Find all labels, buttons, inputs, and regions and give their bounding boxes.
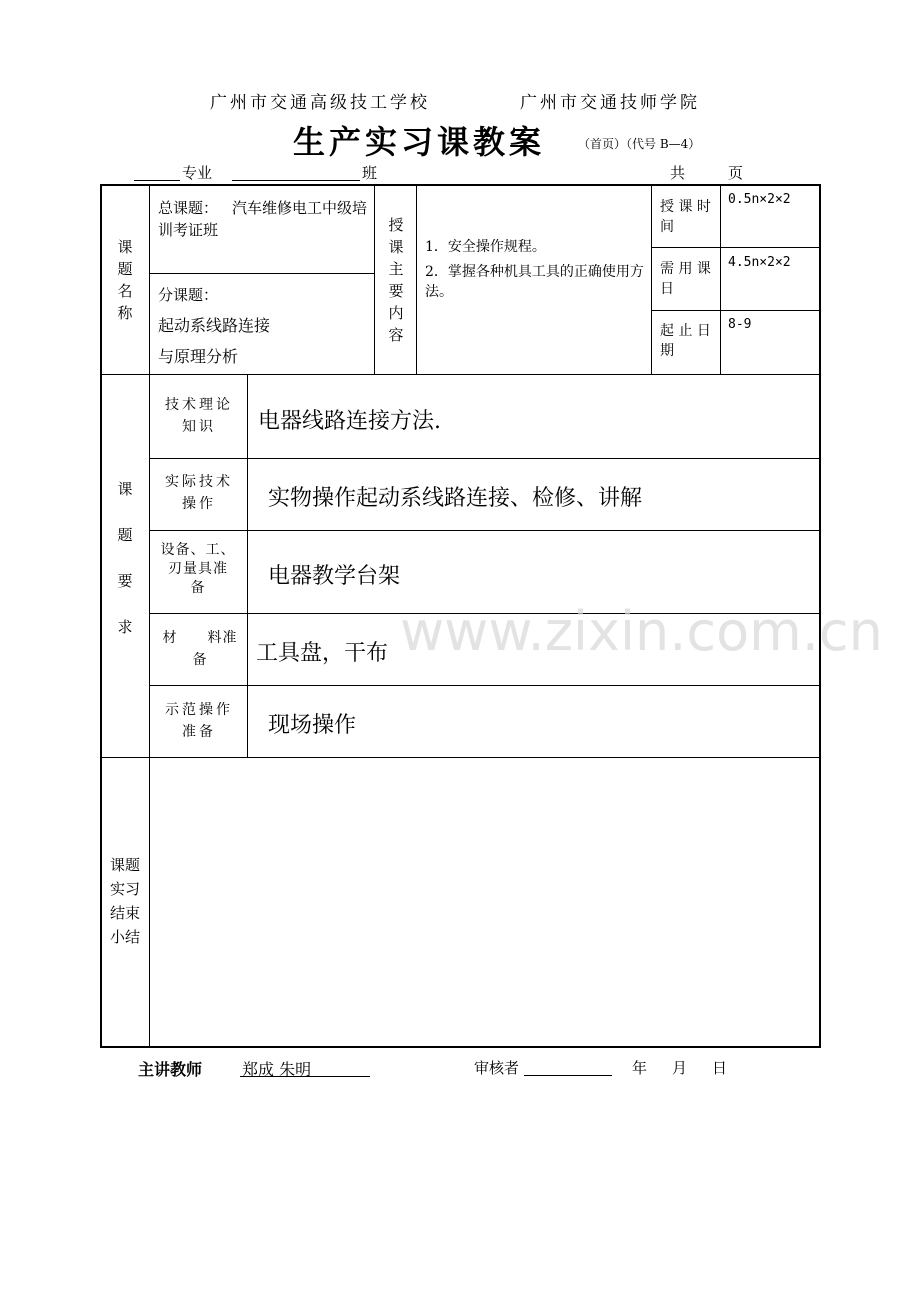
sub-topic-line1: 起动系线路连接 xyxy=(158,316,271,335)
req-value-theory: 电器线路连接方法. xyxy=(258,409,441,434)
req-label-practice: 实际技术操作 xyxy=(165,474,233,512)
main-topic xyxy=(158,197,368,241)
reviewer-label: 审核者 xyxy=(474,1059,520,1077)
day-label: 日 xyxy=(712,1059,728,1077)
row-divider xyxy=(100,757,819,758)
teacher-underline xyxy=(240,1076,370,1077)
col-divider xyxy=(149,186,150,1046)
req-label-materials: 材 料准 备 xyxy=(162,630,268,668)
page-label: 页 xyxy=(728,164,744,182)
total-label: 共 xyxy=(670,164,686,182)
col-divider xyxy=(374,186,375,374)
col-divider xyxy=(247,374,248,757)
req-value-materials: 工具盘，干布 xyxy=(256,641,389,666)
req-divider xyxy=(150,458,819,459)
period-value: 8-9 xyxy=(728,317,752,332)
teacher-label: 主讲教师 xyxy=(138,1060,203,1079)
req-label-theory: 技术理论知识 xyxy=(165,397,233,435)
teacher-name: 郑成 朱明 xyxy=(242,1060,312,1079)
period-label: 起 止 日 期 xyxy=(660,323,711,359)
subtopic-divider xyxy=(150,273,374,274)
req-divider xyxy=(150,530,819,531)
month-label: 月 xyxy=(672,1059,688,1077)
sub-topic-line2: 与原理分析 xyxy=(158,347,239,366)
hours-divider xyxy=(651,247,819,248)
main-topic-value: 汽车维修电工中级培训考证班 xyxy=(158,199,368,239)
hours-value: 0.5n×2×2 xyxy=(728,192,791,207)
content-item-1: 1．安全操作规程。 xyxy=(425,239,546,255)
days-value: 4.5n×2×2 xyxy=(728,255,791,270)
school-name-2: 广州市交通技师学院 xyxy=(520,93,700,113)
page-title: 生产实习课教案 xyxy=(293,123,546,161)
major-blank xyxy=(134,180,180,181)
req-value-practice: 实物操作起动系线路连接、检修、讲解 xyxy=(268,486,643,511)
req-divider xyxy=(150,685,819,686)
major-label: 专业 xyxy=(182,164,213,182)
days-label: 需 用 课 日 xyxy=(660,261,711,297)
row-divider xyxy=(100,374,819,375)
topic-section-label: 课题名称 xyxy=(117,238,133,322)
col-divider xyxy=(651,186,652,374)
document-code: （首页）（代号 B—4） xyxy=(578,137,701,151)
requirements-section-label: 课题要求 xyxy=(117,480,133,636)
year-label: 年 xyxy=(632,1059,648,1077)
req-label-demo: 示范操作准备 xyxy=(165,702,233,740)
main-topic-label: 总课题： xyxy=(158,199,219,217)
req-value-equipment: 电器教学台架 xyxy=(268,564,401,589)
sub-topic-label: 分课题： xyxy=(158,286,219,304)
class-label: 班 xyxy=(362,164,378,182)
school-name-1: 广州市交通高级技工学校 xyxy=(210,93,430,113)
req-label-equipment: 设备、工、刃量具准 备 xyxy=(160,542,243,596)
watermark: www.zixin.com.cn xyxy=(400,600,883,663)
req-value-demo: 现场操作 xyxy=(268,713,357,738)
summary-area[interactable] xyxy=(152,760,817,1044)
class-blank xyxy=(232,180,360,181)
col-divider xyxy=(416,186,417,374)
reviewer-blank xyxy=(524,1075,612,1076)
summary-section-label: 课题实习结束小结 xyxy=(109,856,140,946)
content-label: 授课主要内容 xyxy=(388,216,404,344)
days-divider xyxy=(651,310,819,311)
col-divider xyxy=(720,186,721,374)
hours-label: 授 课 时 间 xyxy=(660,199,711,235)
content-item-2: 2．掌握各种机具工具的正确使用方法。 xyxy=(425,264,644,300)
